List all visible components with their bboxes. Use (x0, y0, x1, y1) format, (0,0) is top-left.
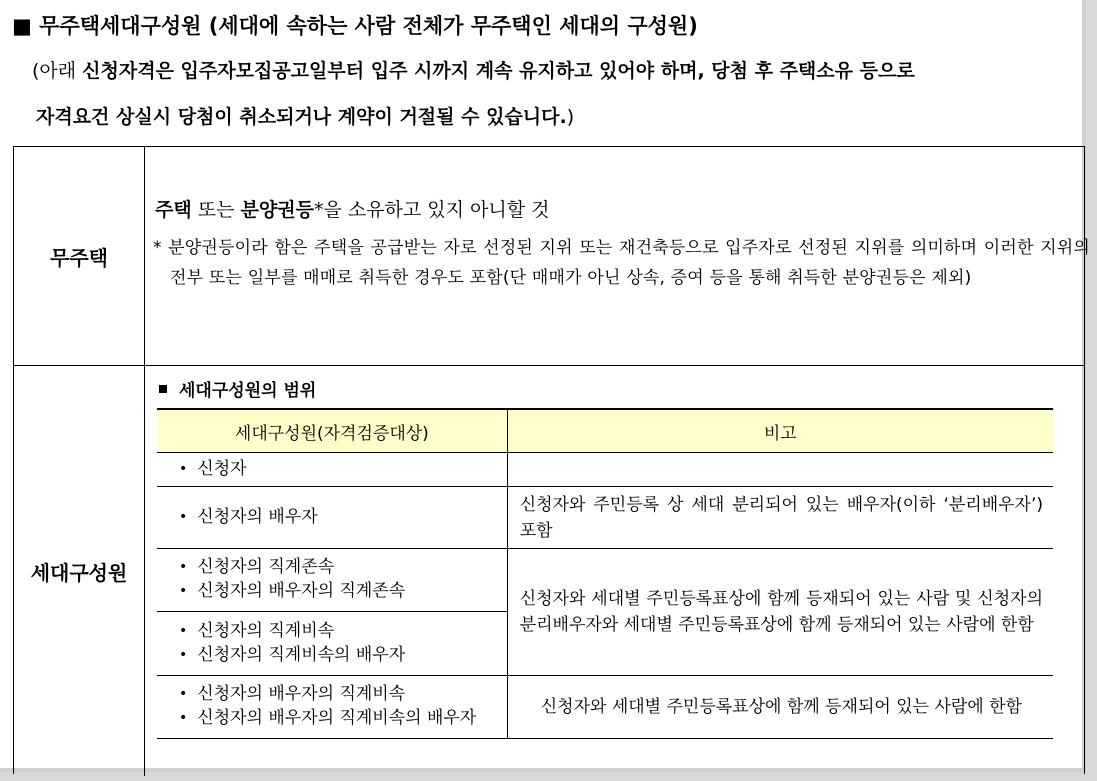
notice-line-2 (36, 102, 574, 129)
table-row (157, 453, 1053, 487)
member-cell (157, 453, 507, 487)
section-heading: ■ 무주택세대구성원 (세대에 속하는 사람 전체가 무주택인 세대의 구성원) (12, 14, 698, 38)
presale-right-footnote: * 분양권등이라 함은 주택을 공급받는 자로 선정된 지위 또는 재건축등으로 입주자로 선정된 지위를 의미하며 이러한 지위의 전부 또는 일부를 매매로 취득한 경우도 포함(단 매매가 아닌 상속, 증여 등을 통해 취득한 분양권등은 제외) (153, 238, 1090, 288)
notice-text-1: 신청자격은 입주자모집공고일부터 입주 시까지 계속 유지하고 있어야 하며, 당첨 후 주택소유 등으로 (82, 60, 915, 82)
list-item: • 신청자의 직계존속 (179, 556, 507, 580)
member-cell (157, 612, 507, 676)
table-row (157, 676, 1053, 739)
member-cell (157, 487, 507, 549)
square-bullet-icon (159, 385, 167, 393)
row-content-household-member (145, 366, 1084, 776)
notice-open-paren: (아래 (32, 60, 83, 82)
list-item: • 신청자의 직계비속 (179, 620, 507, 644)
remark-cell: 신청자와 주민등록 상 세대 분리되어 있는 배우자(이하 ‘분리배우자’) 포함 (507, 487, 1053, 549)
row-household-member (14, 366, 1084, 776)
row-content-no-house (145, 147, 1090, 365)
table-header-row (157, 409, 1053, 453)
table-row (157, 549, 1053, 612)
member-scope-table (157, 408, 1053, 739)
row-label-no-house: 무주택 (14, 147, 145, 365)
term-house: 주택 (155, 199, 192, 221)
list-item: • 신청자의 배우자의 직계비속 (179, 683, 507, 707)
list-item: • 신청자 (179, 458, 507, 482)
list-item: • 신청자의 배우자 (179, 506, 507, 530)
no-house-condition (155, 195, 550, 222)
remark-cell: 신청자와 세대별 주민등록표상에 함께 등재되어 있는 사람에 한함 (507, 676, 1053, 739)
row-label-household-member: 세대구성원 (14, 366, 145, 776)
notice-close-paren: ) (566, 106, 575, 128)
column-header-member: 세대구성원(자격검증대상) (157, 409, 507, 453)
list-item: • 신청자의 직계비속의 배우자 (179, 644, 507, 668)
scope-subheading (159, 376, 316, 401)
row-no-house (14, 147, 1090, 366)
remark-cell (507, 453, 1053, 487)
list-item: • 신청자의 배우자의 직계존속 (179, 580, 507, 604)
remark-cell: 신청자와 세대별 주민등록표상에 함께 등재되어 있는 사람 및 신청자의 분리배우자와 세대별 주민등록표상에 함께 등재되어 있는 사람에 한함 (507, 549, 1053, 676)
member-cell (157, 676, 507, 739)
term-presale-right: 분양권등 (240, 199, 314, 221)
conjunction-text: 또는 (191, 199, 241, 221)
notice-text-2: 자격요건 상실시 당첨이 취소되거나 계약이 거절될 수 있습니다. (36, 106, 567, 128)
member-cell (157, 549, 507, 612)
notice-line-1 (32, 56, 915, 83)
table-row (157, 487, 1053, 549)
condition-text: *을 소유하고 있지 아니할 것 (313, 199, 550, 221)
definition-table (13, 146, 1090, 774)
list-item: • 신청자의 배우자의 직계비속의 배우자 (179, 707, 507, 731)
scope-subheading-text: 세대구성원의 범위 (179, 381, 317, 401)
column-header-remark: 비고 (507, 409, 1053, 453)
